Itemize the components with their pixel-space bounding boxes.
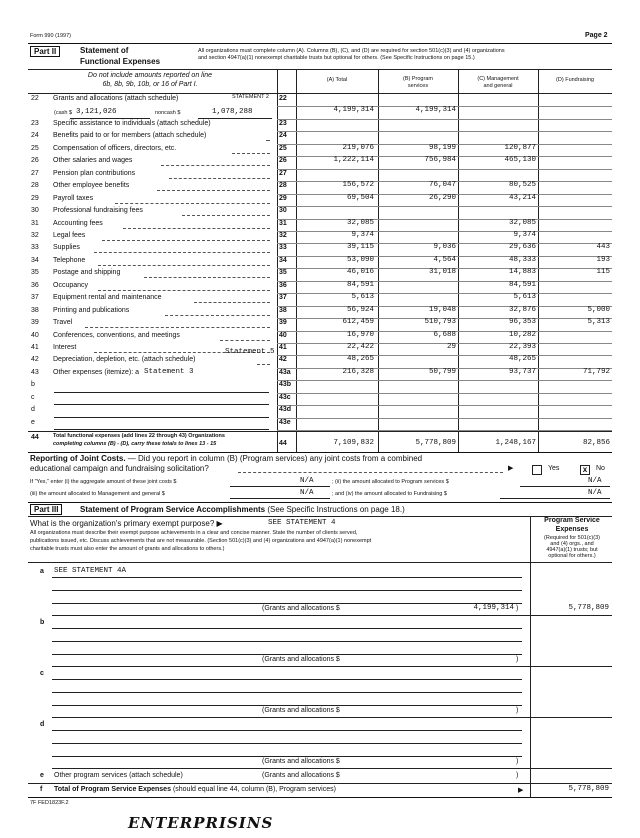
section-d-line-3 xyxy=(52,756,522,757)
row-col-b: 31,018 xyxy=(428,268,456,277)
row-col-a: 9,374 xyxy=(351,230,374,239)
row-number: 39 xyxy=(31,319,39,327)
grid-line-ref xyxy=(277,69,278,452)
side-header-2: Expenses xyxy=(555,526,589,533)
itemize-line xyxy=(54,429,269,430)
row-label: Other expenses (itemize): a xyxy=(53,368,139,376)
row-col-a: 32,085 xyxy=(346,218,374,227)
line22-cash: 3,121,026 xyxy=(76,108,117,116)
row-col-d: 443 xyxy=(596,243,610,252)
row-label: Other salaries and wages xyxy=(53,157,133,165)
line41-statement: Statement 5 xyxy=(225,348,275,356)
section-d-line-1 xyxy=(52,730,522,731)
row-label: Accounting fees xyxy=(53,219,103,227)
section-d-line-2 xyxy=(52,743,522,744)
row-label: Supplies xyxy=(53,244,80,252)
row-col-c: 80,525 xyxy=(508,181,536,190)
row-col-b: 19,048 xyxy=(428,305,456,314)
part3-desc-rule xyxy=(28,562,612,563)
row-label: Postage and shipping xyxy=(53,269,121,277)
row-col-b: 510,793 xyxy=(424,318,456,327)
row-col-d: 5,000 xyxy=(587,305,610,314)
row-col-a: 84,591 xyxy=(346,280,374,289)
row-col-b: 76,047 xyxy=(428,181,456,190)
row-col-a: 56,924 xyxy=(346,305,374,314)
row-col-b: 4,199,314 xyxy=(415,106,456,115)
part3-title xyxy=(80,505,405,514)
joint-costs-title: Reporting of Joint Costs. xyxy=(30,454,126,463)
footer-code: 7F FED1823F.2 xyxy=(30,800,69,806)
section-b-label: b xyxy=(40,619,45,626)
row-leader xyxy=(157,190,270,191)
row-number: 38 xyxy=(31,306,39,314)
part2-note-2: 6b, 8b, 9b, 10b, or 16 of Part I. xyxy=(102,81,198,88)
page-number: Page 2 xyxy=(585,32,608,39)
row-number: 22 xyxy=(31,95,39,102)
row-col-b: 50,799 xyxy=(428,367,456,376)
row-label: Travel xyxy=(53,319,73,327)
row-ref: 35 xyxy=(279,269,287,277)
section-b-line-3 xyxy=(52,654,522,655)
section-a-line-2 xyxy=(52,590,522,591)
line44-top-rule xyxy=(28,431,612,432)
part3-title-note: (See Specific Instructions on page 18.) xyxy=(267,505,405,514)
row-number: 33 xyxy=(31,244,39,252)
joint-line2b-underline xyxy=(500,498,610,499)
row-col-d: 5,313 xyxy=(587,318,610,327)
section-f-amount: 5,778,809 xyxy=(568,785,609,793)
row-rule xyxy=(277,206,612,207)
joint-line1: If "Yes," enter (i) the aggregate amount of these joint costs $ xyxy=(30,479,177,485)
row-number: 26 xyxy=(31,157,39,165)
row-ref: 37 xyxy=(279,294,287,302)
row-col-c: 43,214 xyxy=(508,193,536,202)
section-e-grants-label: (Grants and allocations $ xyxy=(262,772,340,779)
section-b-paren: ) xyxy=(516,656,519,663)
section-c-bottom xyxy=(52,717,612,718)
part2-instructions-2: and section 4947(a)(1) nonexempt charitable trusts but optional for others. (See Specific Instructions on page 15.) xyxy=(198,55,475,61)
part3-bottom-rule xyxy=(28,797,612,798)
section-a-text: SEE STATEMENT 4A xyxy=(54,567,127,575)
row-ref: 30 xyxy=(279,207,287,215)
row-leader xyxy=(102,240,270,241)
row-leader xyxy=(123,228,270,229)
row-col-c: 96,353 xyxy=(508,318,536,327)
row-col-a: 156,572 xyxy=(342,181,374,190)
part3-title-text: Statement of Program Service Accomplishments xyxy=(80,505,266,514)
row-ref: 36 xyxy=(279,281,287,289)
side-header-4: and (4) orgs., and xyxy=(550,541,594,547)
row-ref: 40 xyxy=(279,331,287,339)
row-ref: 39 xyxy=(279,319,287,327)
row-col-b: 26,290 xyxy=(428,193,456,202)
row-col-a: 16,970 xyxy=(346,330,374,339)
yes-label: Yes xyxy=(548,465,560,472)
part3-header-rule xyxy=(28,516,612,517)
section-a-paren: ) xyxy=(516,605,519,612)
row-ref: 31 xyxy=(279,219,287,227)
section-a-line-1 xyxy=(52,577,522,578)
section-a-label: a xyxy=(40,568,44,575)
col-d-header: (D) Fundraising xyxy=(556,77,594,83)
row-col-d: 193 xyxy=(596,255,610,264)
section-d-grants-label: (Grants and allocations $ xyxy=(262,758,340,765)
row-leader xyxy=(169,178,270,179)
row-number: 37 xyxy=(31,294,39,302)
row-col-b: 756,984 xyxy=(424,156,456,165)
row-col-c: 10,282 xyxy=(508,330,536,339)
line44-col-d: 82,856 xyxy=(582,439,610,447)
row-col-b: 6,688 xyxy=(433,330,456,339)
form-number: Form 990 (1997) xyxy=(30,33,71,39)
row-label: Equipment rental and maintenance xyxy=(53,294,162,302)
section-e-text: Other program services (attach schedule) xyxy=(54,772,183,779)
row-ref: 43a xyxy=(279,368,291,376)
row-col-a: 5,613 xyxy=(351,293,374,302)
row-leader xyxy=(194,302,270,303)
joint-line2b: ; and (iv) the amount allocated to Fundraising $ xyxy=(332,491,447,497)
no-checkbox[interactable]: x xyxy=(580,465,590,475)
row-label: Depreciation, depletion, etc. (attach schedule) xyxy=(53,356,196,364)
itemize-line xyxy=(54,417,269,418)
side-header-1: Program Service xyxy=(544,517,600,524)
row-leader xyxy=(85,327,270,328)
row-leader xyxy=(232,153,270,154)
row-label: Benefits paid to or for members (attach schedule) xyxy=(53,132,207,140)
row-ref: 33 xyxy=(279,244,287,252)
row-ref: 41 xyxy=(279,344,287,351)
row-col-a: 48,265 xyxy=(346,355,374,364)
itemize-line xyxy=(54,392,269,393)
cash-underline xyxy=(70,118,150,119)
section-c-line-2 xyxy=(52,692,522,693)
row-leader xyxy=(220,340,270,341)
purpose-answer: SEE STATEMENT 4 xyxy=(268,519,336,527)
part2-note-1: Do not include amounts reported on line xyxy=(87,72,213,79)
joint-costs-leader xyxy=(238,472,503,473)
section-a-grants-label: (Grants and allocations $ xyxy=(262,605,340,612)
row-ref: 26 xyxy=(279,157,287,165)
row-number: b xyxy=(31,381,35,389)
row-label: Professional fundraising fees xyxy=(53,207,143,215)
joint-line1-value: N/A xyxy=(300,477,314,485)
row-ref: 29 xyxy=(279,194,287,202)
row-number: 34 xyxy=(31,256,39,264)
row-number: 42 xyxy=(31,356,39,364)
row-rule xyxy=(277,405,612,406)
row-label: Occupancy xyxy=(53,281,89,289)
part3-desc-1: All organizations must describe their exempt purpose achievements in a clear and concise manner. State the number of clients served, xyxy=(30,530,358,536)
row-number: e xyxy=(31,418,35,426)
row-leader xyxy=(144,277,270,278)
row-rule xyxy=(277,169,612,170)
line44-col-b: 5,778,809 xyxy=(415,439,456,447)
row-leader xyxy=(98,265,270,266)
row-ref: 24 xyxy=(279,132,287,140)
line22-noncash: 1,078,288 xyxy=(212,108,253,116)
top-rule xyxy=(28,43,612,44)
line44-label-2: completing columns (B) - (D), carry these totals to lines 13 - 15 xyxy=(53,441,217,447)
row-col-a: 4,199,314 xyxy=(333,106,374,115)
row-leader xyxy=(98,290,270,291)
row-leader xyxy=(165,315,270,316)
line44-ref: 44 xyxy=(279,440,287,447)
row-col-b: 9,036 xyxy=(433,243,456,252)
section-f-note: (should equal line 44, column (B), Program services) xyxy=(172,786,336,793)
side-header-6: optional for others.) xyxy=(548,553,596,559)
row-col-b: 29 xyxy=(446,343,456,351)
section-c-paren: ) xyxy=(516,707,519,714)
line44-col-c: 1,248,167 xyxy=(495,439,536,447)
noncash-underline xyxy=(198,118,272,119)
section-e-bottom xyxy=(28,783,612,784)
section-b-line-2 xyxy=(52,641,522,642)
part3-top-rule xyxy=(28,502,612,503)
col-header-rule xyxy=(28,93,612,94)
joint-line2b-value: N/A xyxy=(588,489,602,497)
itemize-line xyxy=(54,404,269,405)
row-number: 36 xyxy=(31,281,39,289)
row-rule xyxy=(277,393,612,394)
row-number: d xyxy=(31,406,35,414)
row-ref: 43c xyxy=(279,393,291,401)
section-c-line-1 xyxy=(52,679,522,680)
row-col-a: 46,016 xyxy=(346,268,374,277)
section-f-text xyxy=(54,786,336,793)
row-number: 32 xyxy=(31,231,39,239)
section-a-bottom xyxy=(52,615,612,616)
row-col-c: 14,883 xyxy=(508,268,536,277)
row-col-a: 39,115 xyxy=(346,243,374,252)
joint-costs-q1 xyxy=(30,454,422,463)
row-number: 31 xyxy=(31,219,39,227)
joint-costs-q2: educational campaign and fundraising solicitation? xyxy=(30,464,209,473)
side-header-3: (Required for 501(c)(3) xyxy=(544,535,600,541)
row-col-c: 48,265 xyxy=(508,355,536,364)
line44-col-a: 7,109,832 xyxy=(333,439,374,447)
section-d-label: d xyxy=(40,721,45,728)
row-leader xyxy=(94,252,270,253)
line44-num: 44 xyxy=(31,434,39,441)
row-rule xyxy=(277,380,612,381)
row-col-a: 612,459 xyxy=(342,318,374,327)
row-col-d: 71,792 xyxy=(582,367,610,376)
line22-cash-label: (cash $ xyxy=(54,110,73,116)
row-ref: 22 xyxy=(279,95,287,102)
row-label: Grants and allocations (attach schedule) xyxy=(53,95,179,102)
part2-title-1: Statement of xyxy=(80,46,129,55)
row-ref: 43d xyxy=(279,406,292,414)
line43-statement: Statement 3 xyxy=(144,368,194,376)
row-number: 29 xyxy=(31,194,39,202)
line44-label-1: Total functional expenses (add lines 22 through 43) Organizations xyxy=(53,433,225,439)
joint-costs-question-1: — Did you report in column (B) (Program services) any joint costs from a combined xyxy=(127,454,423,463)
row-ref: 34 xyxy=(279,256,287,264)
col-a-header: (A) Total xyxy=(326,77,348,83)
section-a-amount: 5,778,809 xyxy=(568,604,609,612)
row-ref: 23 xyxy=(279,119,287,127)
row-ref: 27 xyxy=(279,169,287,177)
part3-label: Part III xyxy=(30,504,62,515)
row-ref: 38 xyxy=(279,306,287,314)
row-col-d: 115 xyxy=(596,268,610,277)
row-number: 35 xyxy=(31,269,39,277)
row-rule xyxy=(277,131,612,132)
row-leader xyxy=(182,215,270,216)
row-number: 41 xyxy=(31,344,39,351)
row-col-a: 216,328 xyxy=(342,367,374,376)
row-label: Legal fees xyxy=(53,231,86,239)
row-ref: 25 xyxy=(279,144,287,152)
col-b-header-1: (B) Program xyxy=(403,76,433,82)
row-leader xyxy=(161,165,270,166)
section-e-paren: ) xyxy=(516,772,519,779)
row-col-a: 219,076 xyxy=(342,143,374,152)
row-rule xyxy=(277,418,612,419)
row-number: 23 xyxy=(31,119,39,127)
row-col-c: 120,877 xyxy=(504,143,536,152)
row-ref: 42 xyxy=(279,356,287,364)
section-b-bottom xyxy=(52,666,612,667)
part2-label: Part II xyxy=(30,46,60,57)
row-ref: 32 xyxy=(279,231,287,239)
row-label: Telephone xyxy=(53,256,86,264)
row-col-c: 465,130 xyxy=(504,156,536,165)
row-number: 30 xyxy=(31,207,39,215)
section-b-grants-label: (Grants and allocations $ xyxy=(262,656,340,663)
row-col-c: 5,613 xyxy=(513,293,536,302)
row-number: 40 xyxy=(31,331,39,339)
part3-desc-2: publications issued, etc. Discuss achievements that are not measurable. (Section 501(c)(3) and (4) organizations and 4947(a)(1) nonexempt xyxy=(30,538,372,544)
joint-line1b-value: N/A xyxy=(588,477,602,485)
section-f-label: f xyxy=(40,786,43,793)
joint-line2: (iii) the amount allocated to Management and general $ xyxy=(30,491,165,497)
section-b-line-1 xyxy=(52,628,522,629)
row-label: Other employee benefits xyxy=(53,182,130,190)
row-col-c: 29,636 xyxy=(508,243,536,252)
line44-bottom-rule xyxy=(28,452,612,453)
row-ref: 28 xyxy=(279,182,287,190)
row-label: Pension plan contributions xyxy=(53,169,136,177)
side-header-5: 4947(a)(1) trusts; but xyxy=(546,547,598,553)
line22-noncash-label: noncash $ xyxy=(155,110,181,116)
row-number: 24 xyxy=(31,132,39,140)
section-a-grants: 4,199,314 xyxy=(473,604,514,612)
joint-line1-underline xyxy=(230,486,330,487)
row-ref: 43b xyxy=(279,381,292,389)
row-number: c xyxy=(31,393,35,401)
row-col-c: 32,876 xyxy=(508,305,536,314)
row-col-b: 4,564 xyxy=(433,255,456,264)
part2-header-rule xyxy=(28,69,612,70)
row-leader xyxy=(115,203,270,204)
row-col-c: 93,737 xyxy=(508,367,536,376)
col-c-header-1: (C) Management xyxy=(477,76,519,82)
joint-line1b-underline xyxy=(520,486,610,487)
part2-instructions-1: All organizations must complete column (A). Columns (B), (C), and (D) are required for section 501(c)(3) and (4) organizations xyxy=(198,48,505,54)
row-rule xyxy=(277,119,612,120)
row-ref: 43e xyxy=(279,418,291,426)
joint-line1b: ; (ii) the amount allocated to Program services $ xyxy=(332,479,449,485)
footer-logo: ENTERPRISINS xyxy=(128,814,274,832)
row-label: Compensation of officers, directors, etc. xyxy=(53,144,177,152)
row-col-b: 98,199 xyxy=(428,143,456,152)
joint-arrow: ▶ xyxy=(508,465,514,472)
purpose-question: What is the organization's primary exempt purpose? ▶ xyxy=(30,519,223,528)
section-f-title: Total of Program Service Expenses xyxy=(54,786,171,793)
joint-line2-underline xyxy=(230,498,330,499)
row-label: Specific assistance to individuals (attach schedule) xyxy=(53,119,211,127)
line22-statement: STATEMENT 2 xyxy=(232,94,269,100)
section-f-arrow: ▶ xyxy=(518,787,524,794)
row-label: Payroll taxes xyxy=(53,194,94,202)
row-label: Printing and publications xyxy=(53,306,130,314)
row-leader xyxy=(266,140,270,141)
row-col-a: 69,504 xyxy=(346,193,374,202)
row-col-c: 32,085 xyxy=(508,218,536,227)
section-c-label: c xyxy=(40,670,44,677)
row-label: Conferences, conventions, and meetings xyxy=(53,331,180,339)
joint-line2-value: N/A xyxy=(300,489,314,497)
col-c-header-2: and general xyxy=(483,83,513,89)
part2-title-2: Functional Expenses xyxy=(80,57,161,66)
row-col-a: 1,222,114 xyxy=(333,156,374,165)
row-col-c: 22,393 xyxy=(508,343,536,351)
row-col-c: 84,591 xyxy=(508,280,536,289)
row-col-a: 22,422 xyxy=(346,343,374,351)
row-number: 27 xyxy=(31,169,39,177)
row-number: 25 xyxy=(31,144,39,152)
col-b-header-2: services xyxy=(407,83,429,89)
row-col-c: 48,333 xyxy=(508,255,536,264)
row-col-c: 9,374 xyxy=(513,230,536,239)
section-d-paren: ) xyxy=(516,758,519,765)
row-number: 28 xyxy=(31,182,39,190)
section-c-line-3 xyxy=(52,705,522,706)
row-leader xyxy=(257,364,270,365)
row-label: Interest xyxy=(53,344,77,351)
row-number: 43 xyxy=(31,368,39,376)
section-e-label: e xyxy=(40,772,44,779)
row-col-a: 53,090 xyxy=(346,255,374,264)
part3-desc-3: charitable trusts must also enter the amount of grants and allocations to others.) xyxy=(30,546,225,552)
section-d-bottom xyxy=(52,768,612,769)
no-label: No xyxy=(596,465,605,472)
yes-checkbox[interactable] xyxy=(532,465,542,475)
section-c-grants-label: (Grants and allocations $ xyxy=(262,707,340,714)
